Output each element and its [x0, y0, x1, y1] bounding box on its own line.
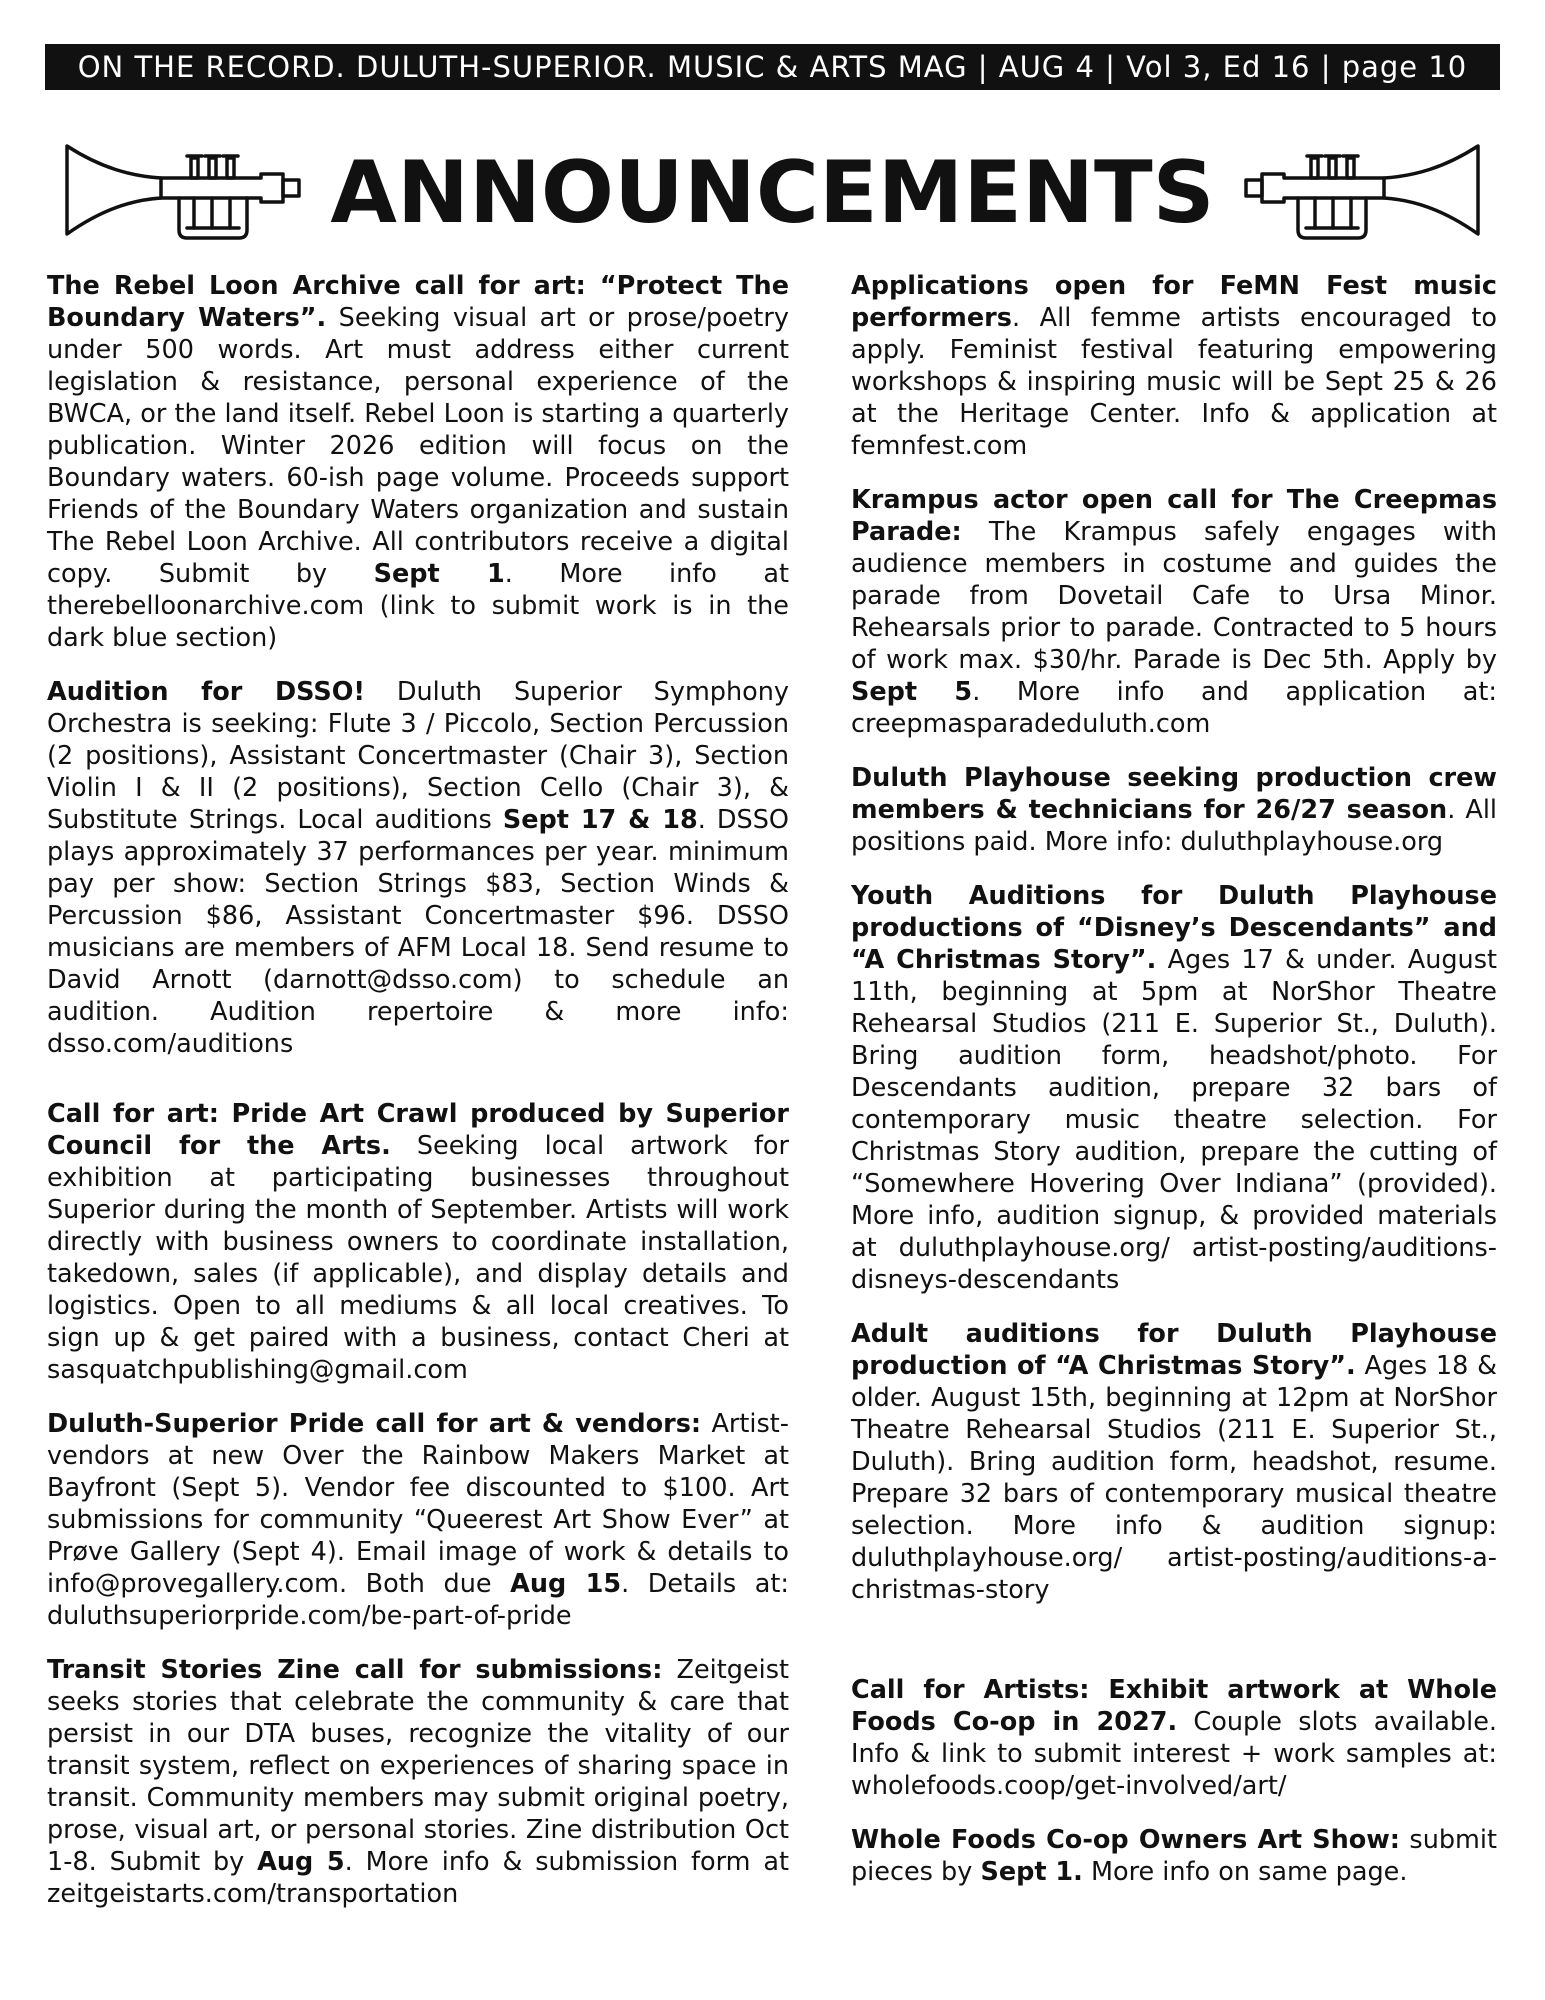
announcement-adult-auditions [851, 1318, 1497, 1606]
page-title: ANNOUNCEMENTS [330, 143, 1215, 243]
announcement-body: Zeitgeist seeks stories that celebrate the community & care that persist in our DTA buses, recognize the vitality of our transit system, reflect on experiences of sharing space in transit. Community members may submit original poetry, prose, visual art, or personal stories. Zine distribution Oct 1-8. Submit by [47, 1655, 789, 1877]
left-column [47, 270, 789, 1910]
announcement-youth-auditions [851, 880, 1497, 1296]
announcement-heading: Transit Stories Zine call for submissions: [47, 1655, 663, 1685]
announcement-body: . More info and application at: creepmasparadeduluth.com [851, 677, 1497, 739]
announcement-heading: Call for Artists: Exhibit artwork at Whole Foods Co-op in 2027. [851, 1675, 1497, 1737]
announcement-body: The Krampus safely engages with audience members in costume and guides the parade from Dovetail Cafe to Ursa Minor. Rehearsals prior to parade. Contracted to 5 hours of work max. $30/hr. Parade is Dec 5th. Apply by [851, 517, 1497, 675]
announcement-owners-art-show [851, 1824, 1497, 1888]
announcement-body: Couple slots available. Info & link to submit interest + work samples at: wholefoods.coop/get-involved/art/ [851, 1707, 1497, 1801]
announcement-deadline: Aug 15 [510, 1569, 622, 1599]
announcement-pride-art-crawl [47, 1098, 789, 1386]
announcement-pride-vendors [47, 1408, 789, 1632]
announcement-body: Ages 17 & under. August 11th, beginning at 5pm at NorShor Theatre Rehearsal Studios (211 E. Superior St., Duluth). Bring audition form, headshot/photo. For Descendants audition, prepare 32 bars of contemporary music theatre selection. For Christmas Story audition, prepare the cutting of “Somewhere Hovering Over Indiana” (provided). More info, audition signup, & provided materials at duluthplayhouse.org/ artist-posting/auditions-disneys-descendants [851, 945, 1497, 1295]
announcement-body: Seeking visual art or prose/poetry under 500 words. Art must address either current legislation & resistance, personal experience of the BWCA, or the land itself. Rebel Loon is starting a quarterly publication. Winter 2026 edition will focus on the Boundary waters. 60-ish page volume. Proceeds support Friends of the Boundary Waters organization and sustain The Rebel Loon Archive. All contributors receive a digital copy. Submit by [47, 303, 789, 589]
announcement-body: submit pieces by [851, 1825, 1497, 1887]
announcement-deadline: Sept 17 & 18 [502, 805, 698, 835]
announcement-heading: Call for art: Pride Art Crawl produced by Superior Council for the Arts. [47, 1099, 789, 1161]
announcement-heading: Adult auditions for Duluth Playhouse production of “A Christmas Story”. [851, 1319, 1497, 1381]
announcement-transit-zine [47, 1654, 789, 1910]
announcement-deadline: Sept 5 [851, 677, 973, 707]
announcement-rebel-loon [47, 270, 789, 654]
announcement-body: . More info at therebelloonarchive.com (link to submit work is in the dark blue section) [47, 559, 789, 653]
announcement-heading: Audition for DSSO! [47, 677, 366, 707]
announcement-deadline: Aug 5 [257, 1847, 345, 1877]
announcement-heading: Whole Foods Co-op Owners Art Show: [851, 1825, 1400, 1855]
announcement-deadline: Sept 1. [980, 1857, 1083, 1887]
trumpet-icon [61, 138, 306, 248]
announcement-deadline: Sept 1 [373, 559, 505, 589]
announcement-body: More info on same page. [1082, 1857, 1408, 1887]
announcement-heading: Applications open for FeMN Fest music performers [851, 271, 1497, 333]
announcement-heading: Krampus actor open call for The Creepmas Parade: [851, 485, 1497, 547]
announcement-heading: The Rebel Loon Archive call for art: “Protect The Boundary Waters”. [47, 271, 789, 333]
header-text: ON THE RECORD. DULUTH-SUPERIOR. MUSIC & ARTS MAG | AUG 4 | Vol 3, Ed 16 | page 10 [77, 50, 1468, 84]
announcement-body: Duluth Superior Symphony Orchestra is seeking: Flute 3 / Piccolo, Section Percussion (2 positions), Assistant Concertmaster (Chair 3), Section Violin I & II (2 positions), Section Cello (Chair 3), & Substitute Strings. Local auditions [47, 677, 790, 835]
announcement-dsso [47, 676, 789, 1060]
announcement-body: Artist-vendors at new Over the Rainbow Makers Market at Bayfront (Sept 5). Vendor fee discounted to $100. Art submissions for community “Queerest Art Show Ever” at Prøve Gallery (Sept 4). Email image of work & details to info@provegallery.com. Both due [47, 1409, 789, 1599]
announcement-body: . DSSO plays approximately 37 performances per year. minimum pay per show: Section Strings $83, Section Winds & Percussion $86, Assistant Concertmaster $96. DSSO musicians are members of AFM Local 18. Send resume to David Arnott (darnott@dsso.com) to schedule an audition. Audition repertoire & more info: dsso.com/auditions [47, 805, 790, 1059]
right-column [851, 270, 1497, 1888]
announcement-body: Ages 18 & older. August 15th, beginning at 12pm at NorShor Theatre Rehearsal Studios (211 E. Superior St., Duluth). Bring audition form, headshot, resume. Prepare 32 bars of contemporary musical theatre selection. More info & audition signup: duluthplayhouse.org/ artist-posting/auditions-a-christmas-story [851, 1351, 1497, 1605]
announcement-body: Seeking local artwork for exhibition at participating businesses throughout Superior during the month of September. Artists will work directly with business owners to coordinate installation, takedown, sales (if applicable), and display details and logistics. Open to all mediums & all local creatives. To sign up & get paired with a business, contact Cheri at sasquatchpublishing@gmail.com [47, 1131, 790, 1385]
announcement-whole-foods-exhibit [851, 1674, 1497, 1802]
announcement-femn-fest [851, 270, 1497, 462]
announcement-heading: Duluth Playhouse seeking production crew members & technicians for 26/27 season [851, 763, 1497, 825]
announcement-body: . All positions paid. More info: duluthplayhouse.org [851, 795, 1498, 857]
announcement-body: . More info & submission form at zeitgeistarts.com/transportation [47, 1847, 790, 1909]
trumpet-icon [1239, 138, 1484, 248]
announcement-body: . All femme artists encouraged to apply. Feminist festival featuring empowering workshops & inspiring music will be Sept 25 & 26 at the Heritage Center. Info & application at femnfest.com [851, 303, 1497, 461]
announcement-krampus [851, 484, 1497, 740]
announcement-body: . Details at: duluthsuperiorpride.com/be-part-of-pride [47, 1569, 789, 1631]
page-header-bar [45, 44, 1500, 90]
announcement-heading: Duluth-Superior Pride call for art & vendors: [47, 1409, 702, 1439]
title-row [45, 128, 1500, 258]
announcement-playhouse-crew [851, 762, 1497, 858]
announcement-heading: Youth Auditions for Duluth Playhouse productions of “Disney’s Descendants” and “A Christmas Story”. [851, 881, 1497, 975]
